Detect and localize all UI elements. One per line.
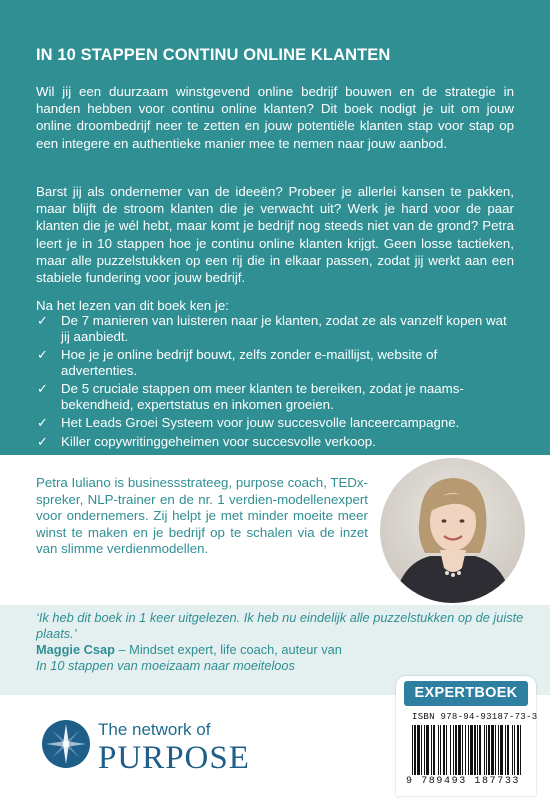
cover-title: IN 10 STAPPEN CONTINU ONLINE KLANTEN [36, 46, 391, 64]
list-item-text: De 7 manieren van luisteren naar je klanten, zodat ze als vanzelf kopen wat jij aanbiedt. [61, 313, 507, 344]
list-item [36, 313, 516, 344]
barcode-number: 9 789493 187733 [406, 776, 521, 787]
purpose-logo-icon [40, 718, 92, 775]
problem-paragraph: Barst jij als ondernemer van de ideeën? Probeer je allerlei kansen te pakken, maar blijft de stroom klanten die je verwacht uit? Werk je hard voor de paar klanten die je wél hebt, maar komt je bedrijf nog steeds niet van de grond? Petra leert je in 10 stappen hoe je continu online klanten krijgt. Geen losse tactieken, maar alle puzzelstukken op een rij die in elkaar passen, zodat jij werkt aan een stabiele fundering voor jouw bedrijf. [36, 184, 514, 286]
barcode-icon [410, 725, 526, 775]
check-icon: ✓ [37, 381, 48, 396]
testimonial [36, 610, 524, 674]
list-item [36, 347, 516, 378]
logo-text-main: PURPOSE [98, 740, 250, 776]
publisher-badge: EXPERTBOEK [404, 681, 528, 706]
intro-paragraph: Wil jij een duurzaam winstgevend online bedrijf bouwen en de strategie in handen hebben voor continu online klanten? Dit boek nodigt je uit om jouw online droombedrijf neer te zetten en jouw potentiële klanten stap voor stap op een integere en authentieke manier mee te nemen naar jouw aanbod. [36, 84, 514, 151]
check-icon: ✓ [37, 415, 48, 430]
list-item-text: De 5 cruciale stappen om meer klanten te bereiken, zodat je naams-bekendheid, expertstatus en inkomen groeien. [61, 381, 464, 412]
check-icon: ✓ [37, 347, 48, 362]
isbn-label: ISBN 978-94-93187-73-3 [412, 712, 538, 722]
author-name: Maggie Csap [36, 642, 115, 657]
author-photo [380, 458, 525, 603]
testimonial-text: ‘Ik heb dit boek in 1 keer uitgelezen. Ik heb nu eindelijk alle puzzelstukken op de juiste plaats.’ [36, 610, 524, 641]
list-intro: Na het lezen van dit boek ken je: [36, 298, 229, 313]
list-item-text: Killer copywritinggeheimen voor succesvolle verkoop. [61, 433, 376, 449]
check-icon: ✓ [37, 313, 48, 328]
list-item-text: Het Leads Groei Systeem voor jouw succesvolle lanceercampagne. [61, 415, 460, 430]
testimonial-author [36, 642, 524, 658]
author-book-title: In 10 stappen van moeizaam naar moeiteloos [36, 658, 295, 673]
author-bio: Petra Iuliano is businessstrateeg, purpose coach, TEDx-spreker, NLP-trainer en de nr. 1 verdien-modellenexpert voor ondernemers. Zij helpt je met minder moeite meer winst te maken en je bedrijf op te schalen via de inzet van slimme verdienmodellen. [36, 475, 368, 557]
list-item [36, 434, 516, 450]
list-item [36, 415, 516, 431]
list-item [36, 381, 516, 412]
benefit-list [36, 313, 516, 452]
author-role: – Mindset expert, life coach, auteur van [114, 642, 342, 657]
list-item-text: Hoe je je online bedrijf bouwt, zelfs zonder e-maillijst, website of advertenties. [61, 347, 438, 378]
logo-text-top: The network of [98, 720, 211, 739]
check-icon: ✓ [37, 433, 48, 449]
